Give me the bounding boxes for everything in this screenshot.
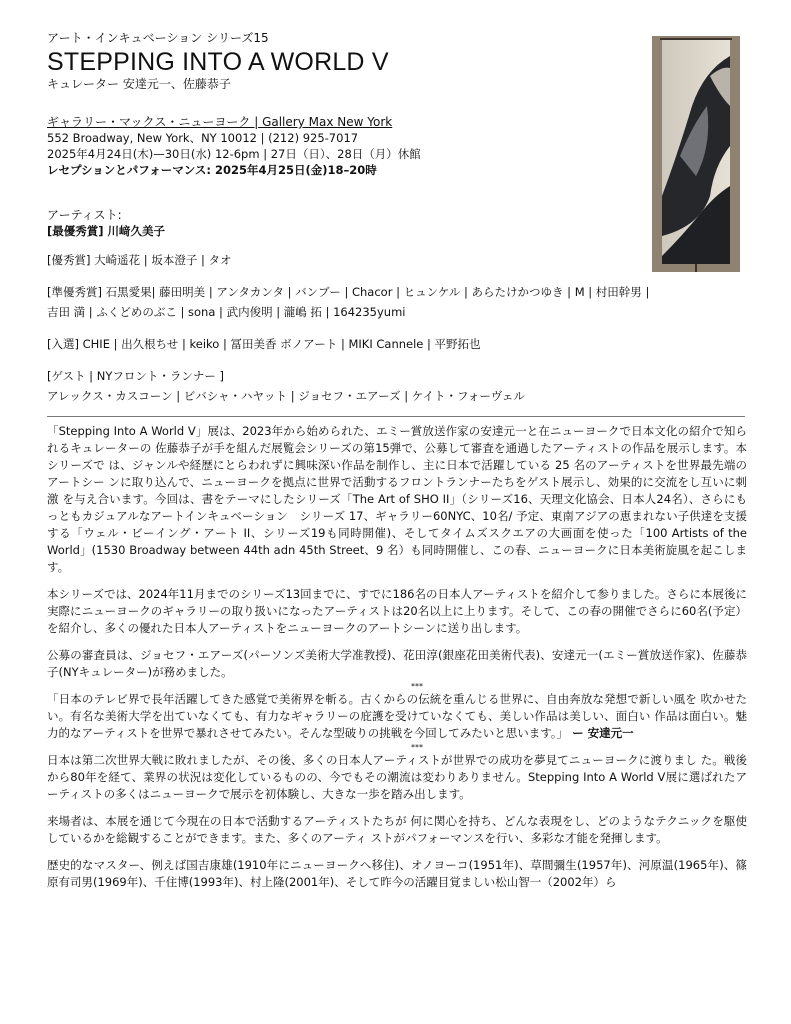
section-divider [47, 416, 745, 417]
artists-label: アーティスト: [47, 208, 122, 222]
gallery-info [47, 114, 607, 178]
paragraph-postwar: 日本は第二次世界大戦に敗れましたが、その後、多くの日本人アーティストが世界での成功を夢見てニューヨークに渡りまし た。戦後から80年を経て、業界の状況は変化しているものの、今でもその潮流は変わりありません。Stepping Into A World V展に選ばれたアーティストの多くはニューヨークで展示を初体験し、大きな一歩を踏み出します。 [47, 753, 747, 801]
gallery-name-link[interactable]: ギャラリー・マックス・ニューヨーク | Gallery Max New York [47, 115, 393, 129]
runner-up-prize-line-2: 吉田 満 | ふくどめのぶこ | sona | 武内俊明 | 瀧嶋 拓 | 164235yumi [47, 305, 406, 319]
runner-up-prize-line-1: [準優秀賞] 石黒愛果| 藤田明美 | アンタカンタ | バンブー | Chacor | ヒュンケル | あらたけかつゆき | M | 村田幹男 | [47, 285, 650, 299]
paragraph-intro: 「Stepping Into A World V」展は、2023年から始められた、エミー賞放送作家の安達元一と在ニューヨークで日本文化の紹介で知られるキュレーターの 佐藤恭子が手を組んだ展覧会シリーズの第15弾で、公募して審査を通過したアーティストの作品を展示します。本シリーズで は、ジャンルや経歴にとらわれずに興味深い作品を制作し、主に日本で活躍している 25 名のアーティストを世界最先端のアートシー ンに取り込んで、ニューヨークを拠点に世界で活動するフロントランナーたちをゲスト展示し、効果的に交流をし互いに刺激 を与え合います。今回は、書をテーマにしたシリーズ「The Art of SHO II」（シリーズ16、天理文化協会、日本人24名）、さらにもっともカジュアルなアートインキュベーション シリーズ 17、ギャラリー60NYC、10名/ 予定、東南アジアの恵まれない子供達を支援する「ウェル・ビーイング・アート II、シリーズ19も同時開催)、そしてタイムズスクエアの大画面を使った「100 Artists of the World」(1530 Broadway between 44th adn 45th Street、9 名）も同時開催し、この春、ニューヨークに日本美術旋風を起こします。 [47, 424, 747, 574]
grand-prize: [最優秀賞] 川﨑久美子 [47, 224, 166, 238]
paragraph-masters: 歴史的なマスター、例えば国吉康雄(1910年にニューヨークへ移住)、オノヨーコ(1951年)、草間彌生(1957年)、河原温(1965年)、篠原有司男(1969年)、千住博(1993年)、村上隆(2001年)、そして昨今の活躍目覚ましい松山智一（2002年）ら [47, 858, 747, 889]
separator-stars-2: *** [411, 743, 423, 752]
series-label: アート・インキュベーション シリーズ15 [47, 31, 269, 45]
quote-text: 「日本のテレビ界で長年活躍してきた感覚で美術界を斬る。古くからの伝統を重んじる世界に、自由奔放な発想で新しい風を 吹かせたい。有名な美術大学を出ていなくても、有力なギャラリーの庇護を受けていなくても、美しい作品は美しい、面白い 作品は面白い。魅力的なアーティストを世界で暴れさせてみたい。そんな型破りの挑戦を今回してみたいと思います。」 [47, 692, 747, 740]
gallery-address: 552 Broadway, New York、NY 10012 | (212) 925-7017 [47, 131, 359, 145]
exhibition-title: STEPPING INTO A WORLD V [47, 48, 389, 76]
reception-line: レセプションとパフォーマンス: 2025年4月25日(金)18–20時 [47, 163, 377, 177]
quote-author: ー 安達元一 [568, 726, 634, 740]
document-page [47, 30, 747, 901]
paragraph-visitors: 来場者は、本展を通じて今現在の日本で活動するアーティストたちが 何に関心を持ち、どんな表現をし、どのようなテクニックを駆使しているかを総観することができます。また、多くのアーティ ストがパフォーマンスを行い、多彩な才能を発揮します。 [47, 814, 747, 845]
guest-label: [ゲスト | NYフロント・ランナー ] [47, 369, 224, 383]
excellence-prize: [優秀賞] 大崎遥花 | 坂本澄子 | タオ [47, 253, 232, 267]
selected-artists: [入選] CHIE | 出久根ちせ | keiko | 冨田美香 ボノアート | MIKI Cannele | 平野拓也 [47, 337, 481, 351]
quote-paragraph [47, 691, 747, 742]
separator-stars: *** [411, 682, 423, 691]
paragraph-history: 本シリーズでは、2024年11月までのシリーズ13回までに、すでに186名の日本人アーティストを紹介して参りました。さらに本展後に実際にニューヨークのギャラリーの取り扱いになったアーティストは20名以上に上ります。そして、この春の開催でさらに60名(予定）を紹介し、多くの優れた日本人アーティストをニューヨークのアートシーンに送り出します。 [47, 587, 747, 635]
exhibition-dates: 2025年4月24日(木)—30日(水) 12-6pm | 27日（日）、28日（月）休館 [47, 147, 421, 161]
paragraph-judges: 公募の審査員は、ジョセフ・エアーズ(パーソンズ美術大学准教授)、花田淳(銀座花田美術代表)、安達元一(エミー賞放送作家)、佐藤恭子(NYキュレーター)が務めました。 [47, 648, 747, 679]
guest-artists: アレックス・カスコーン | ビバシャ・ハヤット | ジョセフ・エアーズ | ケイト・フォーヴェル [47, 389, 525, 403]
curators-line: キュレーター 安達元一、佐藤恭子 [47, 77, 231, 91]
